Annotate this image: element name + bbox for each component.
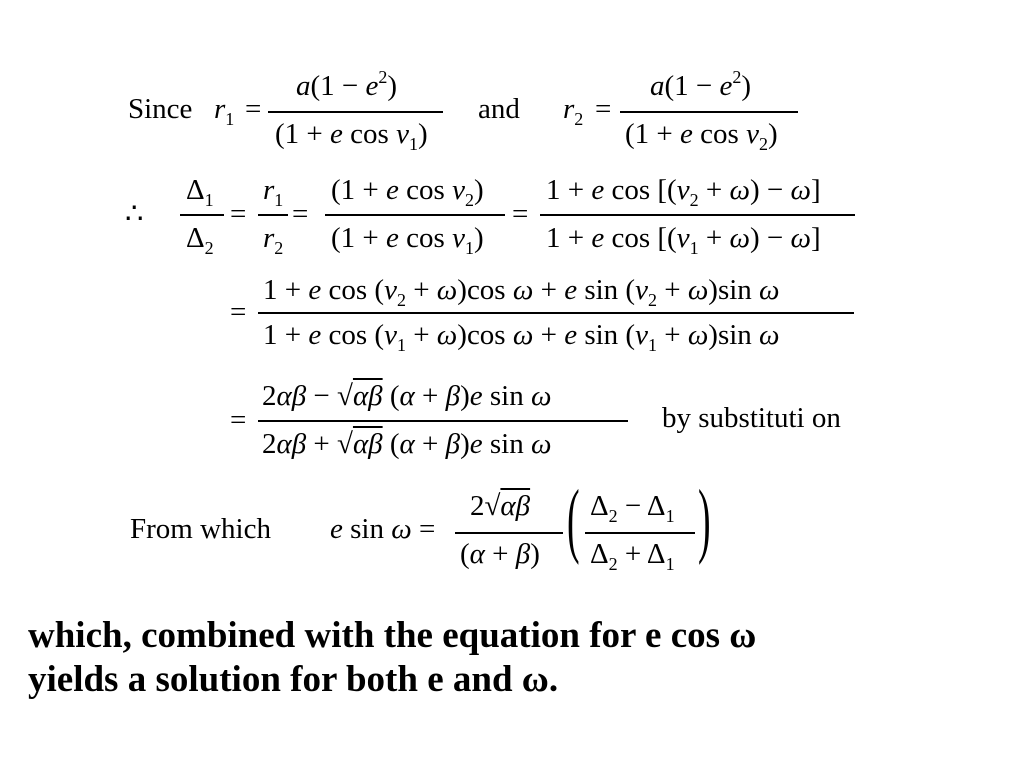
cos-ratio-numerator: (1 + e $\cos \nu_2$) xyxy=(331,174,484,210)
result-coef-denominator: (α + β) xyxy=(460,538,540,570)
equals-sign: = xyxy=(230,404,247,436)
e-sin-omega: e sin ω = xyxy=(330,513,436,545)
word-by-substitution: by substituti on xyxy=(662,402,841,434)
word-from-which: From which xyxy=(130,513,271,545)
omega-shift-denominator: 1 + e $\cos [(\nu_1 + \omega) - \omega]$ xyxy=(546,222,821,258)
delta1-numerator: $\Delta_1$ xyxy=(186,174,214,210)
therefore-symbol: ∴ xyxy=(125,198,144,230)
r-ratio-bar xyxy=(258,214,288,216)
delta-diff-bar xyxy=(585,532,695,534)
r1-denominator: (1 + e $\cos \nu_1$) xyxy=(275,118,428,154)
delta-diff-numerator: $\Delta_2 - \Delta_1$ xyxy=(590,490,675,526)
right-big-paren: ) xyxy=(698,473,711,566)
r2-numerator: $a(1 - e^2)$ xyxy=(650,67,752,102)
result-coef-numerator: 2√αβ xyxy=(470,490,531,522)
r1-symbol: $r_1$ xyxy=(214,93,235,129)
result-coef-bar xyxy=(455,532,563,534)
cos-ratio-denominator: (1 + e $\cos \nu_1$) xyxy=(331,222,484,258)
r1-over: $r_1$ xyxy=(263,174,284,210)
substitution-denominator: 2αβ + √αβ (α + β)e sin ω xyxy=(262,428,552,460)
expanded-bar xyxy=(258,312,854,314)
equals-sign: = xyxy=(512,198,529,230)
substitution-numerator: 2αβ − √αβ (α + β)e sin ω xyxy=(262,380,552,412)
expanded-numerator: 1 + e $\cos (\nu_2 + \omega)\cos$ ω + e $\sin (\nu_2 + \omega)\sin$ ω xyxy=(263,274,780,310)
equals-sign: = xyxy=(292,198,309,230)
expanded-denominator: 1 + e $\cos (\nu_1 + \omega)\cos$ ω + e $\sin (\nu_1 + \omega)\sin$ ω xyxy=(263,319,780,355)
r2-under: $r_2$ xyxy=(263,222,284,258)
r2-denominator: (1 + e $\cos \nu_2$) xyxy=(625,118,778,154)
equals-sign: = xyxy=(230,296,247,328)
omega-shift-numerator: 1 + e $\cos [(\nu_2 + \omega) - \omega]$ xyxy=(546,174,821,210)
cos-ratio-bar xyxy=(325,214,505,216)
omega-shift-bar xyxy=(540,214,855,216)
r1-numerator: $a(1 - e^2)$ xyxy=(296,67,398,102)
word-and: and xyxy=(478,93,520,125)
left-big-paren: ( xyxy=(567,473,580,566)
delta-ratio-bar xyxy=(180,214,224,216)
delta-sum-denominator: $\Delta_2 + \Delta_1$ xyxy=(590,538,675,574)
r2-symbol: $r_2$ xyxy=(563,93,584,129)
word-since: Since xyxy=(128,93,193,125)
equals-sign: = xyxy=(595,93,612,125)
substitution-bar xyxy=(258,420,628,422)
r2-fraction-bar xyxy=(620,111,798,113)
delta2-denominator: $\Delta_2$ xyxy=(186,222,214,258)
r1-fraction-bar xyxy=(268,111,443,113)
equals-sign: = xyxy=(230,198,247,230)
caption-line-2: yields a solution for both e and ω. xyxy=(28,659,559,700)
caption-line-1: which, combined with the equation for e cos ω xyxy=(28,615,757,656)
equals-sign: = xyxy=(245,93,262,125)
